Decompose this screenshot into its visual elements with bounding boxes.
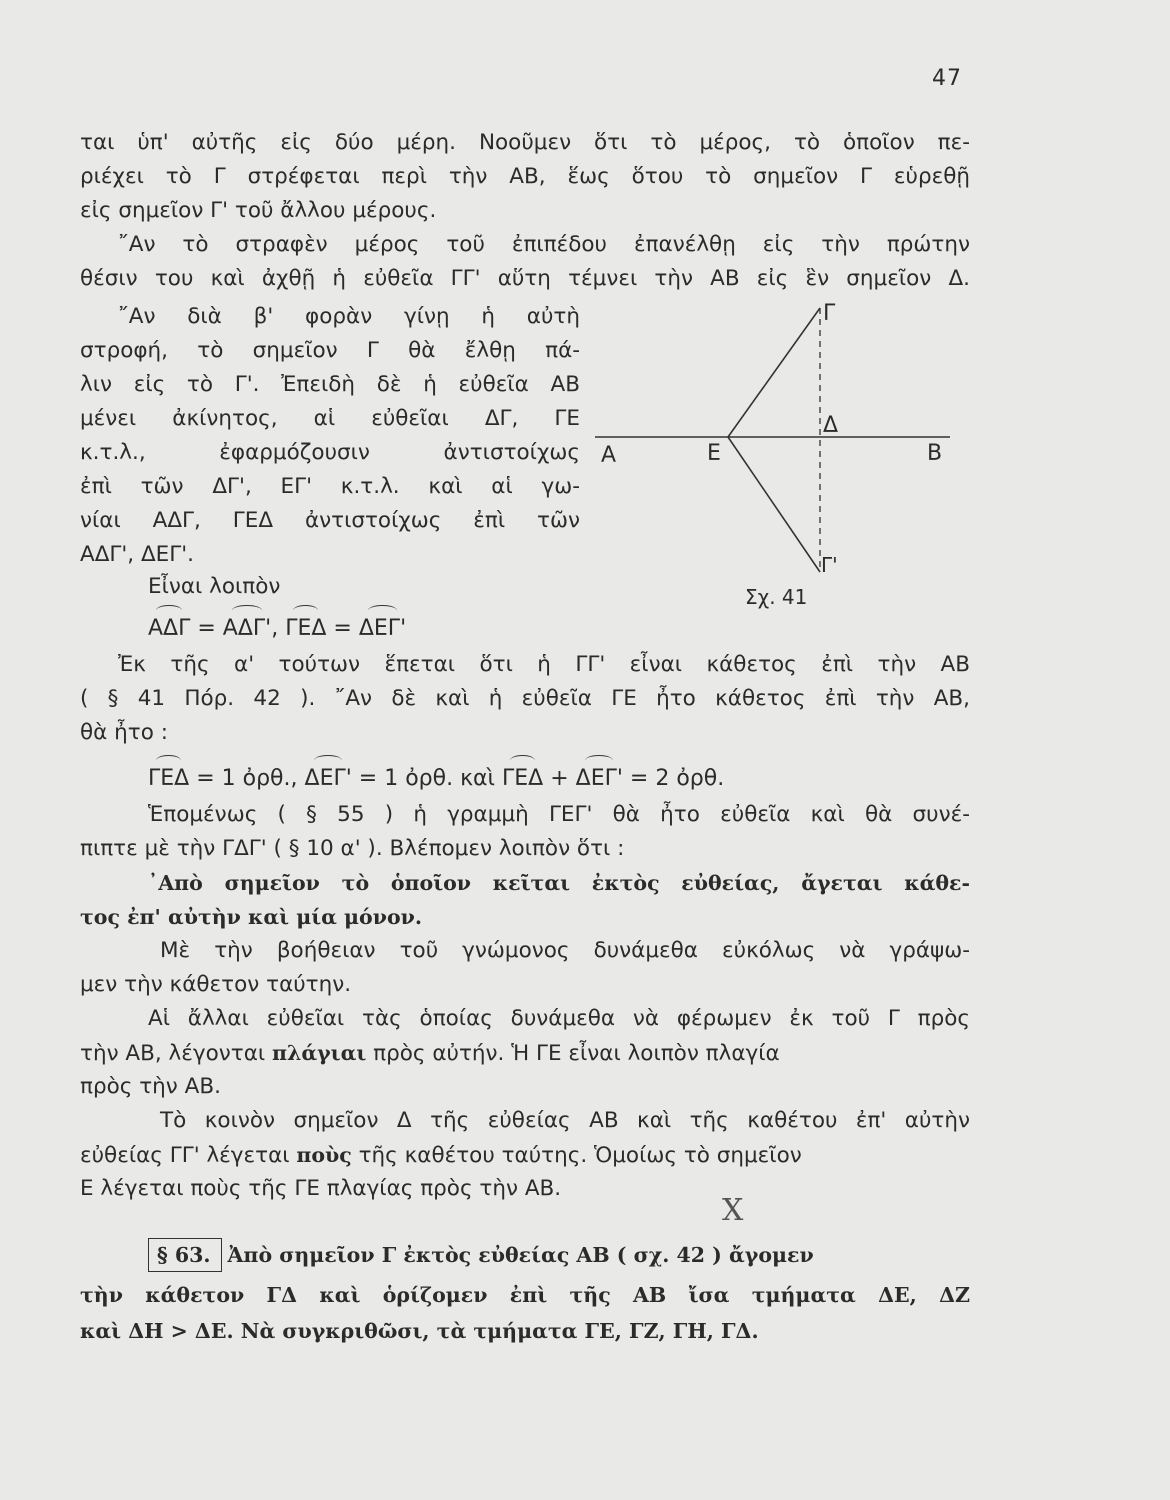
text-line: κ.τ.λ., ἐφαρμόζουσιν ἀντιστοίχως [80,440,580,465]
text-line: μένει ἀκίνητος, αἱ εὐθεῖαι ΔΓ, ΓΕ [80,406,580,431]
text-line: πιπτε μὲ τὴν ΓΔΓ' ( § 10 α' ). Βλέπομεν λοιπὸν ὅτι : [80,836,625,861]
text-line: ( § 41 Πόρ. 42 ). ῎Αν δὲ καὶ ἡ εὐθεῖα ΓΕ ἦτο κάθετος ἐπὶ τὴν ΑΒ, [80,686,970,711]
text-line: Ἑπομένως ( § 55 ) ἡ γραμμὴ ΓΕΓ' θὰ ἦτο εὐθεῖα καὶ θὰ συνέ- [148,802,970,827]
exercise-line: § 63. Ἀπὸ σημεῖον Γ ἐκτὸς εὐθείας ΑΒ ( σχ. 42 ) ἄγομεν [148,1238,970,1272]
text-line: νίαι ΑΔΓ, ΓΕΔ ἀντιστοίχως ἐπὶ τῶν [80,508,580,533]
text-line: Εἶναι λοιπὸν [148,574,281,599]
label-B: Β [927,441,943,466]
angle-symbol: ΔΕΓ' [576,764,623,794]
text-line: θὰ ἦτο : [80,720,168,745]
label-D: Δ [823,413,839,438]
text-line: ῎Αν διὰ β' φορὰν γίνῃ ἡ αὐτὴ [118,304,580,329]
equation-right-angles [148,764,724,794]
equals-sign: = [333,616,352,641]
angle-symbol: ΔΕΓ' [305,764,352,794]
text-line: ἐπὶ τῶν ΔΓ', ΕΓ' κ.τ.λ. καὶ αἱ γω- [80,474,580,499]
angle-symbol: ΑΔΓ [148,614,190,644]
term-oblique: πλάγιαι [272,1041,367,1065]
figure-caption: Σχ. 41 [745,585,808,609]
text-line: Ε λέγεται ποὺς τῆς ΓΕ πλαγίας πρὸς τὴν ΑΒ. [80,1176,562,1201]
text-line: στροφή, τὸ σημεῖον Γ θὰ ἔλθῃ πά- [80,338,580,363]
theorem-text: ᾿Απὸ σημεῖον τὸ ὁποῖον κεῖται ἐκτὸς εὐθείας, ἄγεται κάθε- [148,871,970,895]
plus-sign: + [550,766,569,791]
angle-symbol: ΓΕΔ [285,614,326,644]
segment-EGp [728,437,820,572]
theorem-text: τος ἐπ' αὐτὴν καὶ μία μόνον. [80,905,422,929]
section-number-box: § 63. [148,1238,222,1272]
text-line: λιν εἰς τὸ Γ'. Ἐπειδὴ δὲ ἡ εὐθεῖα ΑΒ [80,372,580,397]
angle-symbol: ΑΔΓ' [223,614,271,644]
exercise-line: καὶ ΔΗ > ΔΕ. Νὰ συγκριθῶσι, τὰ τμήματα ΓΕ, ΓΖ, ΓΗ, ΓΔ. [80,1319,759,1343]
angle-symbol: ΔΕΓ' [359,614,406,644]
equation-angles [148,614,406,644]
text-line: Μὲ τὴν βοήθειαν τοῦ γνώμονος δυνάμεθα εὐκόλως νὰ γράψω- [160,938,970,963]
text-line: ριέχει τὸ Γ στρέφεται περὶ τὴν ΑΒ, ἕως ὅτου τὸ σημεῖον Γ εὑρεθῇ [80,164,970,189]
equation-text: = 2 ὀρθ. [629,766,725,791]
figure-41 [595,300,975,620]
text-line: θέσιν του καὶ ἀχθῇ ἡ εὐθεῖα ΓΓ' αὕτη τέμνει τὴν ΑΒ εἰς ἓν σημεῖον Δ. [80,266,970,291]
text-line: Αἱ ἄλλαι εὐθεῖαι τὰς ὁποίας δυνάμεθα νὰ φέρωμεν ἐκ τοῦ Γ πρὸς [148,1006,970,1031]
label-A: Α [601,443,617,468]
text-line: μεν τὴν κάθετον ταύτην. [80,972,352,997]
label-E: Ε [707,441,721,466]
equals-sign: = [197,616,216,641]
handwritten-x-mark: X [722,1193,744,1228]
equation-text: = 1 ὀρθ., [196,766,298,791]
page-number: 47 [932,66,962,91]
segment-EG [728,308,820,437]
angle-symbol: ΓΕΔ [148,764,189,794]
label-Gp: Γ' [821,553,838,577]
text-line: εἰς σημεῖον Γ' τοῦ ἄλλου μέρους. [80,198,437,223]
term-foot: ποὺς [296,1143,352,1167]
text-line: Ἐκ τῆς α' τούτων ἕπεται ὅτι ἡ ΓΓ' εἶναι κάθετος ἐπὶ τὴν ΑΒ [118,652,970,677]
angle-symbol: ΓΕΔ [502,764,543,794]
text-line: Τὸ κοινὸν σημεῖον Δ τῆς εὐθείας ΑΒ καὶ τῆς καθέτου ἐπ' αὐτὴν [160,1108,970,1133]
text-line: ῎Αν τὸ στραφὲν μέρος τοῦ ἐπιπέδου ἐπανέλθῃ εἰς τὴν πρώτην [118,232,970,257]
comma: , [271,616,279,641]
equation-text: = 1 ὀρθ. καὶ [358,766,495,791]
text-line: πρὸς τὴν ΑΒ. [80,1074,221,1099]
text-line: τὴν ΑΒ, λέγονται πλάγιαι πρὸς αὐτήν. Ἡ ΓΕ εἶναι λοιπὸν πλαγία [80,1041,780,1066]
text-line: ΑΔΓ', ΔΕΓ'. [80,542,194,567]
exercise-line: τὴν κάθετον ΓΔ καὶ ὁρίζομεν ἐπὶ τῆς ΑΒ ἴσα τμήματα ΔΕ, ΔΖ [80,1283,970,1307]
label-G: Γ [823,301,836,326]
text-line: εὐθείας ΓΓ' λέγεται ποὺς τῆς καθέτου ταύτης. Ὁμοίως τὸ σημεῖον [80,1143,802,1168]
text-line: ται ὑπ' αὐτῆς εἰς δύο μέρη. Νοοῦμεν ὅτι τὸ μέρος, τὸ ὁποῖον πε- [80,130,970,155]
